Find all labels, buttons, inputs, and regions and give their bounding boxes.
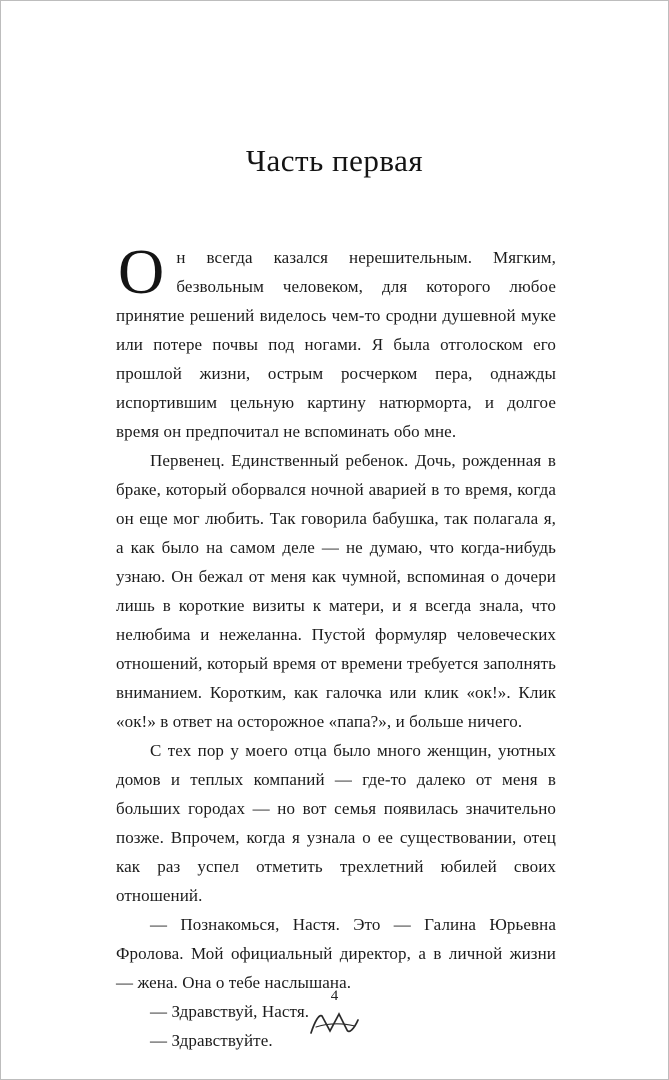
chapter-title: Часть первая — [245, 143, 424, 178]
page-number: 4 — [330, 988, 339, 1004]
paragraph — [116, 236, 556, 446]
drop-cap: О — [118, 236, 165, 307]
paragraph-dialogue: — Здравствуйте. — [150, 1031, 273, 1050]
paragraph-dialogue: — Здравствуй, Настя. — [150, 1002, 310, 1021]
text-block — [116, 236, 556, 1055]
paragraph-dialogue: — Познакомься, Настя. Это — Галина Юрьевна Фролова. Мой официальный директор, а в личной жизни — жена. Она о тебе наслышана. — [116, 915, 556, 992]
paragraph: С тех пор у моего отца было много женщин, уютных домов и теплых компаний — где-то далеко от меня в больших городах — но вот семья появилась значительно позже. Впрочем, когда я узнала о ее существовании, отец как раз успел отметить трехлетний юбилей своих отношений. — [116, 741, 556, 905]
paragraph: Первенец. Единственный ребенок. Дочь, рожденная в браке, который оборвался ночной аварией в то время, когда он еще мог любить. Так говорила бабушка, так полагала я, а как было на самом деле — не думаю, что когда-нибудь узнаю. Он бежал от меня как чумной, вспоминая о дочери лишь в короткие визиты к матери, и я всегда знала, что нелюбима и нежеланна. Пустой формуляр человеческих отношений, который время от времени требуется заполнять вниманием. Коротким, как галочка или клик «ок!». Клик «ок!» в ответ на осторожное «папа?», и больше ничего. — [116, 451, 556, 731]
page-footer — [1, 988, 668, 1037]
paragraph-text: н всегда казался нерешительным. Мягким, безвольным человеком, для которого любое принятие решений виделось чем-то сродни душевной муке или потере почвы под ногами. Я была отголоском его прошлой жизни, острым росчерком пера, однажды испортившим цельную картину натюрморта, и долгое время он предпочитал не вспоминать обо мне. — [116, 248, 556, 441]
footer-ornament-icon — [1, 1009, 668, 1037]
